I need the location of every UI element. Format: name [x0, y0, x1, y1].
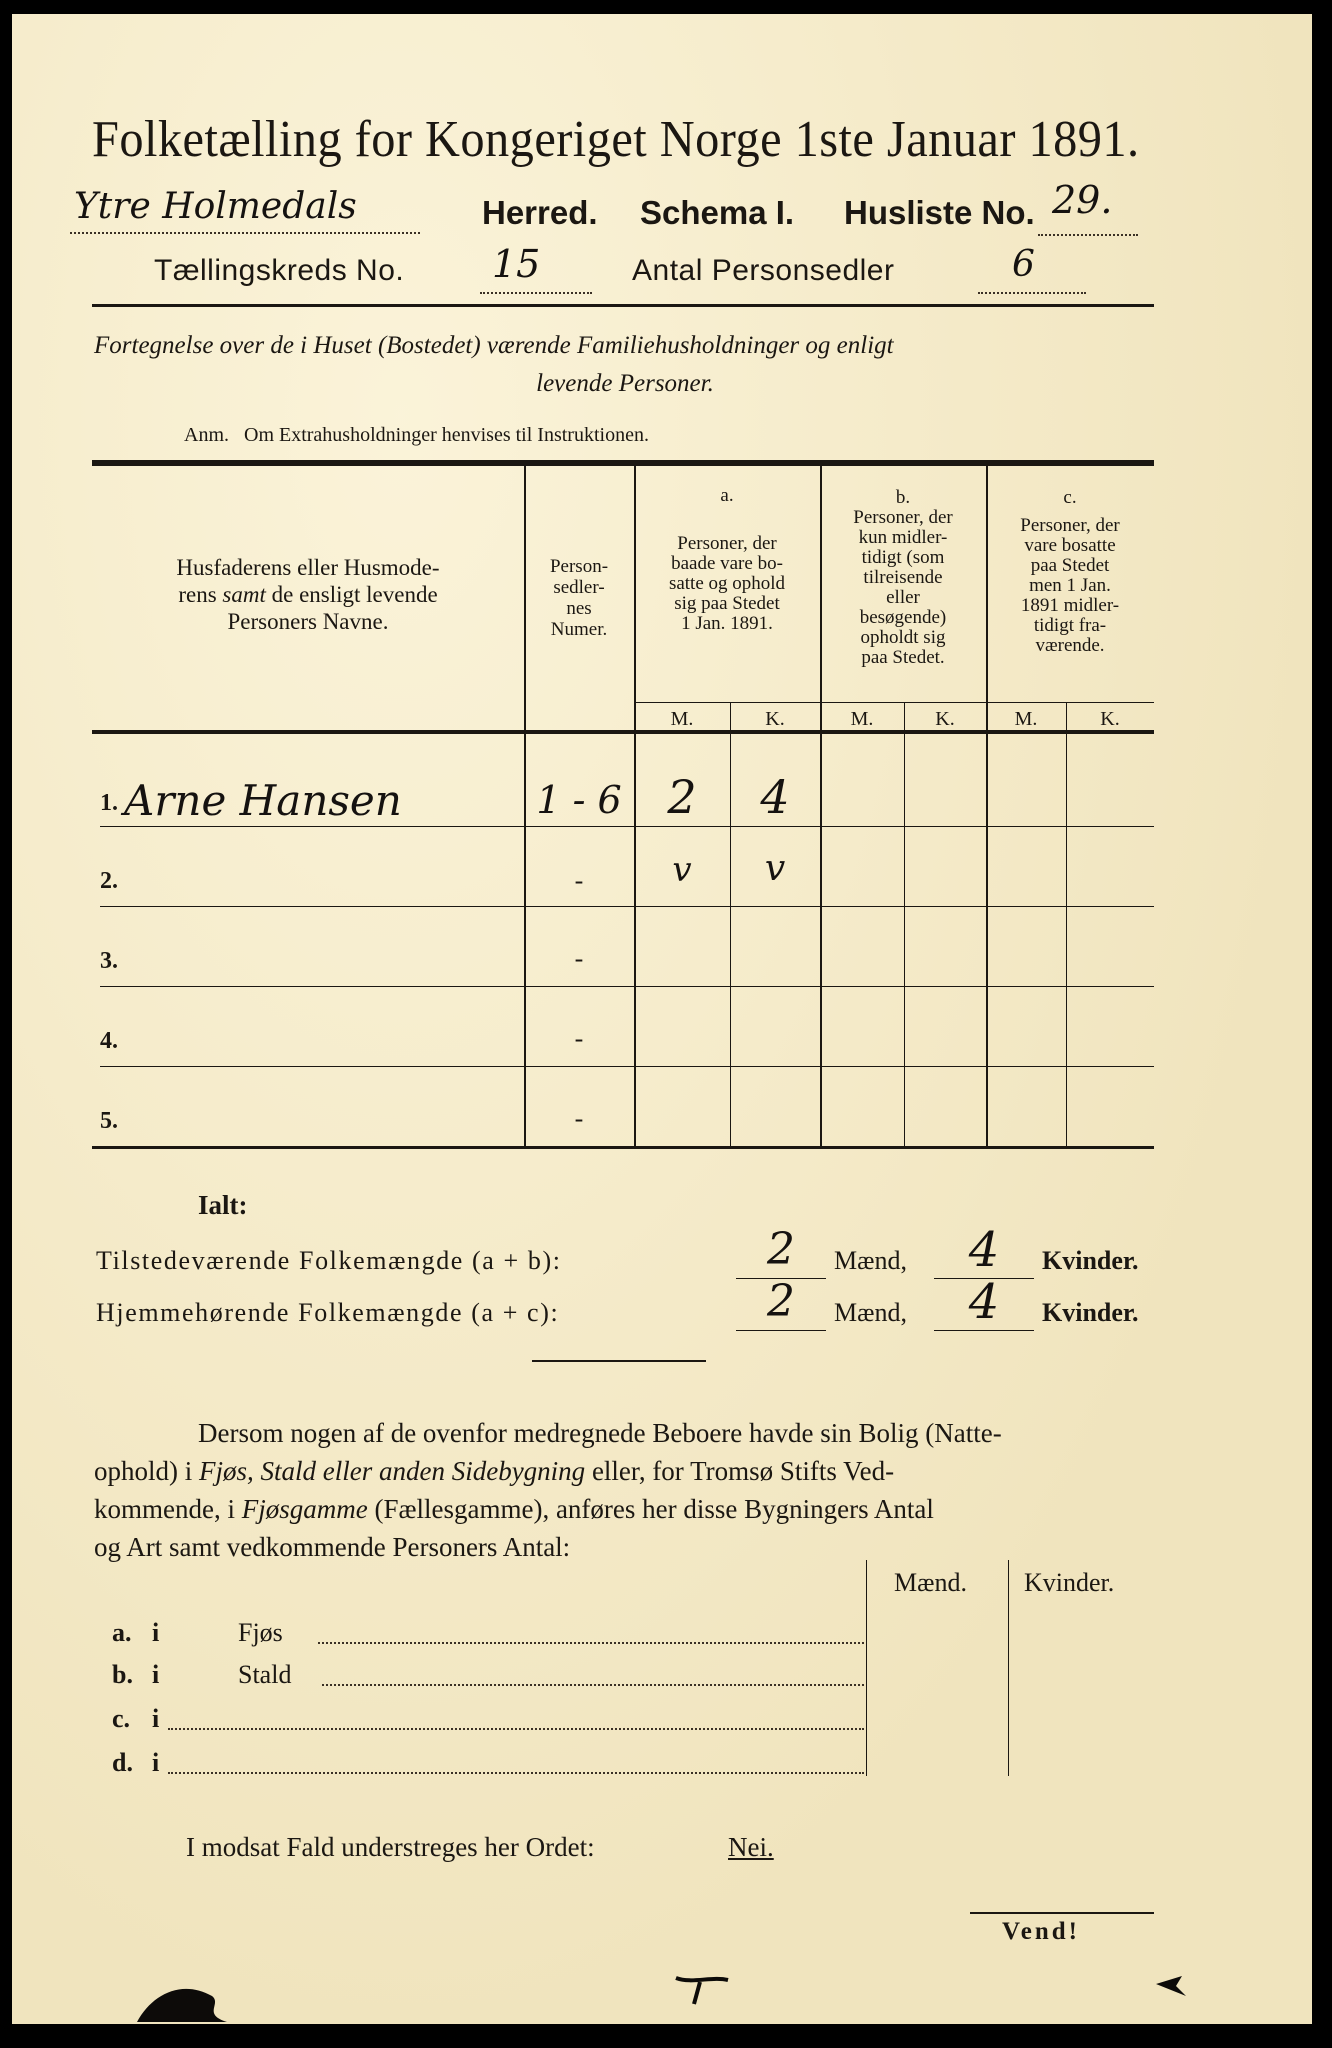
- table-vline-mk: [904, 702, 905, 1146]
- antal-label: Antal Personsedler: [632, 254, 895, 287]
- husliste-label: Husliste No.: [844, 194, 1035, 231]
- buildings-col-maend: Mænd.: [894, 1568, 967, 1597]
- col-a-letter: a.: [720, 485, 734, 506]
- col-names-line-2: rens samt de ensligt levende: [178, 582, 438, 607]
- building-item-label: Stald: [238, 1660, 292, 1689]
- buildings-col-kvinder: Kvinder.: [1024, 1568, 1115, 1597]
- col-c-m: M.: [1014, 708, 1038, 730]
- col-names-line-1: Husfaderens eller Husmode-: [176, 555, 440, 580]
- ink-blot-icon: [132, 1974, 232, 2024]
- census-form-page: [12, 14, 1312, 2024]
- hjemme-maend: Mænd,: [834, 1298, 907, 1327]
- hjemme-kvinder: Kvinder.: [1042, 1298, 1139, 1327]
- col-c-letter: c.: [1063, 487, 1077, 508]
- row-number: 1.: [100, 790, 118, 816]
- col-a-m: M.: [670, 708, 694, 730]
- table-bottom-rule: [92, 1146, 1154, 1149]
- hjemme-m-line: [736, 1330, 826, 1331]
- table-vline-mk: [730, 702, 731, 1146]
- col-names-line-3: Personers Navne.: [227, 609, 389, 634]
- hjemme-label: Hjemmehørende Folkemængde (a + c):: [96, 1298, 560, 1327]
- row-a-k: 4: [760, 770, 790, 824]
- vend-rule: [970, 1912, 1154, 1914]
- kreds-label: Tællingskreds No.: [154, 254, 405, 287]
- antal-value: 6: [1012, 244, 1035, 285]
- para-line-2: ophold) i Fjøs, Stald eller anden Sidebygning eller, for Tromsø Stifts Ved-: [94, 1456, 895, 1486]
- row-numer: -: [574, 944, 584, 973]
- header-rule: [92, 304, 1154, 307]
- tilstede-label: Tilstedeværende Folkemængde (a + b):: [96, 1246, 562, 1275]
- section-divider: [532, 1360, 706, 1362]
- para-line-1: Dersom nogen af de ovenfor medregnede Beboere havde sin Bolig (Natte-: [198, 1418, 1002, 1448]
- table-top-rule: [92, 460, 1154, 466]
- col-numer-header: Person- sedler- nes Numer.: [549, 556, 609, 640]
- row-rule: [100, 986, 1154, 987]
- row-number: 4.: [100, 1028, 118, 1054]
- ink-mark-icon: [672, 1970, 732, 2010]
- row-numer: -: [574, 866, 584, 895]
- building-item-i: i: [152, 1704, 160, 1733]
- building-item-letter: c.: [112, 1704, 131, 1733]
- tilstede-maend: Mænd,: [834, 1246, 907, 1275]
- row-numer: -: [574, 1024, 584, 1053]
- col-names-header: [92, 554, 524, 635]
- mk-header-rule: [634, 702, 1154, 703]
- row-numer: -: [574, 1104, 584, 1133]
- ialt-label: Ialt:: [198, 1190, 248, 1220]
- building-item-dots: [322, 1676, 864, 1686]
- modsat-text: I modsat Fald understreges her Ordet:: [186, 1832, 595, 1862]
- row-number: 2.: [100, 868, 118, 894]
- buildings-paragraph: [94, 1414, 1156, 1566]
- col-c-header: c. Personer, der vare bosatte paa Stedet men 1 Jan. 1891 midler- tidigt fra- værende.: [986, 488, 1154, 656]
- building-item-label: Fjøs: [238, 1618, 283, 1647]
- col-b-m: M.: [850, 708, 874, 730]
- row-rule: [100, 1066, 1154, 1067]
- buildings-vline: [1008, 1560, 1009, 1776]
- row-numer: 1 - 6: [536, 778, 622, 822]
- intro-line-1: Fortegnelse over de i Huset (Bostedet) værende Familiehusholdninger og enligt: [94, 332, 894, 359]
- building-item-letter: a.: [112, 1618, 132, 1647]
- husliste-value: 29.: [1052, 178, 1113, 222]
- row-a-m: 2: [667, 770, 697, 824]
- kreds-value: 15: [492, 242, 541, 286]
- row-a-m: v: [672, 850, 692, 890]
- col-b-k: K.: [935, 708, 955, 730]
- herred-handwritten: Ytre Holmedals: [74, 186, 357, 227]
- intro-line-2: levende Personer.: [536, 370, 714, 397]
- para-line-4: og Art samt vedkommende Personers Antal:: [94, 1532, 571, 1562]
- nei-word: Nei.: [728, 1832, 774, 1862]
- anm-note: Anm. Om Extrahusholdninger henvises til Instruktionen.: [184, 424, 649, 446]
- para-line-3: kommende, i Fjøsgamme (Fællesgamme), anføres her disse Bygningers Antal: [94, 1494, 934, 1524]
- row-a-k: v: [764, 848, 786, 889]
- building-item-i: i: [152, 1748, 160, 1777]
- building-item-letter: d.: [112, 1748, 133, 1777]
- row-rule: [100, 906, 1154, 907]
- col-b-letter: b.: [895, 487, 911, 508]
- schema-label: Schema I.: [640, 194, 795, 231]
- col-a-header: a. Personer, der baade vare bo- satte og ophold sig paa Stedet 1 Jan. 1891.: [634, 486, 820, 634]
- col-b-header: b. Personer, der kun midler- tidigt (som tilreisende eller besøgende) opholdt sig paa Stedet.: [820, 488, 986, 668]
- building-item-dots: [168, 1720, 864, 1730]
- vend-text: Vend!: [1002, 1918, 1080, 1945]
- row-number: 3.: [100, 948, 118, 974]
- hjemme-m-value: 2: [767, 1276, 795, 1327]
- table-vline-mk: [1066, 702, 1067, 1146]
- col-c-k: K.: [1100, 708, 1120, 730]
- tilstede-m-value: 2: [767, 1224, 795, 1275]
- row-rule: [100, 826, 1154, 827]
- tilstede-k-value: 4: [968, 1222, 1000, 1278]
- building-item-i: i: [152, 1660, 160, 1689]
- buildings-vline: [866, 1560, 867, 1776]
- building-item-dots: [318, 1634, 864, 1644]
- hjemme-k-line: [934, 1330, 1034, 1331]
- building-item-i: i: [152, 1618, 160, 1647]
- ink-mark-icon: [1152, 1970, 1192, 2000]
- hjemme-k-value: 4: [968, 1274, 1000, 1330]
- form-title: Folketælling for Kongeriget Norge 1ste Januar 1891.: [92, 111, 1140, 168]
- herred-label: Herred.: [482, 194, 598, 231]
- col-a-k: K.: [765, 708, 785, 730]
- row-name: Arne Hansen: [124, 776, 402, 825]
- row-number: 5.: [100, 1108, 118, 1134]
- building-item-letter: b.: [112, 1660, 133, 1689]
- tilstede-kvinder: Kvinder.: [1042, 1246, 1139, 1275]
- building-item-dots: [168, 1764, 864, 1774]
